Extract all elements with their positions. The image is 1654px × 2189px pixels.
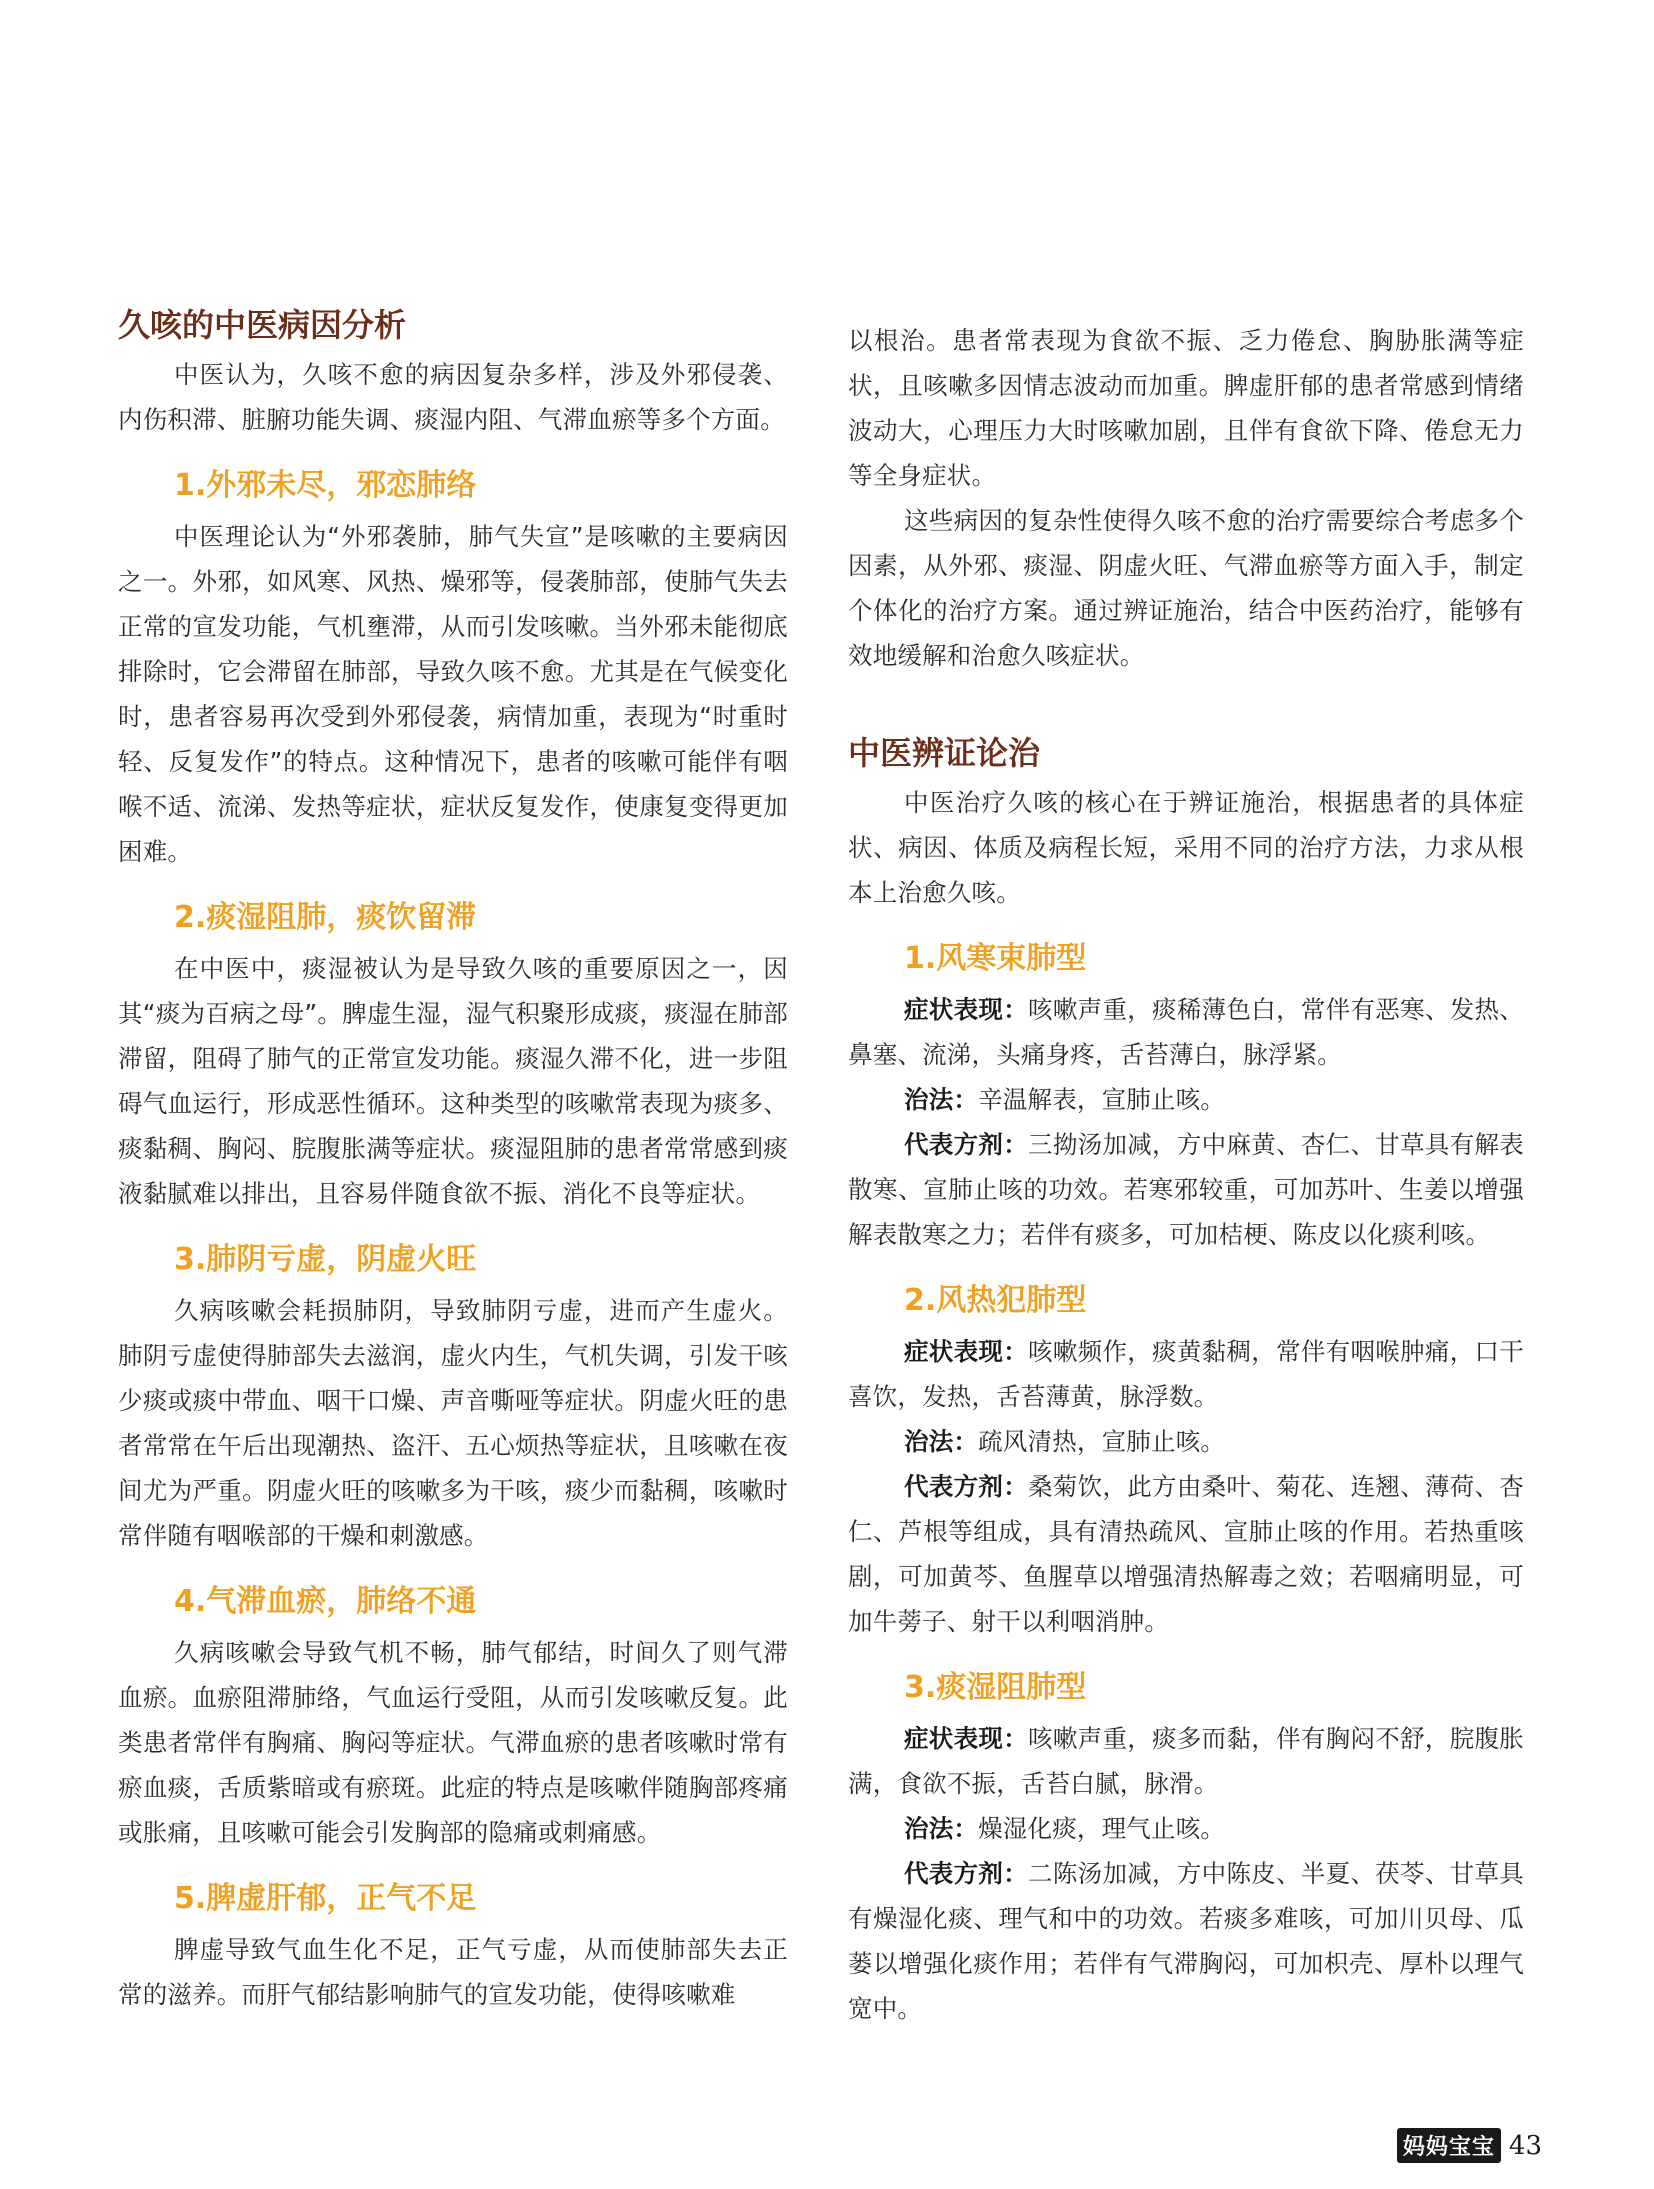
cause-section xyxy=(118,1877,788,2017)
symptom-label: 症状表现： xyxy=(904,995,1029,1024)
method-line xyxy=(848,1077,1524,1122)
cause-heading: 4.气滞血瘀，肺络不通 xyxy=(174,1584,477,1619)
spacer xyxy=(848,678,1524,728)
cause-section xyxy=(118,1580,788,1855)
treatment-type xyxy=(848,1666,1524,2031)
cause-heading: 1.外邪未尽，邪恋肺络 xyxy=(174,468,477,503)
summary-paragraph: 这些病因的复杂性使得久咳不愈的治疗需要综合考虑多个因素，从外邪、痰湿、阴虚火旺、气滞血瘀等方面入手，制定个体化的治疗方案。通过辨证施治，结合中医药治疗，能够有效地缓解和治愈久咳症状。 xyxy=(848,506,1524,670)
symptom-line xyxy=(848,987,1524,1077)
right-column xyxy=(848,318,1524,2031)
formula-line xyxy=(848,1851,1524,2031)
treatment-intro: 中医治疗久咳的核心在于辨证施治，根据患者的具体症状、病因、体质及病程长短，采用不同的治疗方法，力求从根本上治愈久咳。 xyxy=(848,788,1524,907)
method-text: 燥湿化痰，理气止咳。 xyxy=(978,1814,1226,1843)
symptom-text: 咳嗽声重，痰多而黏，伴有胸闷不舒，脘腹胀满，食欲不振，舌苔白腻，脉滑。 xyxy=(848,1724,1525,1798)
cause-text: 脾虚导致气血生化不足，正气亏虚，从而使肺部失去正常的滋养。而肝气郁结影响肺气的宣发功能，使得咳嗽难 xyxy=(118,1935,788,2009)
cause-heading: 5.脾虚肝郁，正气不足 xyxy=(174,1881,477,1916)
symptom-text: 咳嗽声重，痰稀薄色白，常伴有恶寒、发热、鼻塞、流涕，头痛身疼，舌苔薄白，脉浮紧。 xyxy=(848,995,1525,1069)
section-title-causes: 久咳的中医病因分析 xyxy=(118,306,407,344)
formula-label: 代表方剂： xyxy=(904,1472,1029,1501)
cause-section xyxy=(118,464,788,874)
method-line xyxy=(848,1419,1524,1464)
cause-text: 中医理论认为“外邪袭肺，肺气失宣”是咳嗽的主要病因之一。外邪，如风寒、风热、燥邪等，侵袭肺部，使肺气失去正常的宣发功能，气机壅滞，从而引发咳嗽。当外邪未能彻底排除时，它会滞留在肺部，导致久咳不愈。尤其是在气候变化时，患者容易再次受到外邪侵袭，病情加重，表现为“时重时轻、反复发作”的特点。这种情况下，患者的咳嗽可能伴有咽喉不适、流涕、发热等症状，症状反复发作，使康复变得更加困难。 xyxy=(118,522,788,866)
symptom-label: 症状表现： xyxy=(904,1337,1029,1366)
page-footer xyxy=(1397,2128,1542,2163)
type-heading: 2.风热犯肺型 xyxy=(904,1283,1087,1318)
treatment-type xyxy=(848,937,1524,1257)
symptom-text: 咳嗽频作，痰黄黏稠，常伴有咽喉肿痛，口干喜饮，发热，舌苔薄黄，脉浮数。 xyxy=(848,1337,1525,1411)
cause-heading: 3.肺阴亏虚，阴虚火旺 xyxy=(174,1242,477,1277)
left-column xyxy=(118,300,788,2017)
symptom-line xyxy=(848,1329,1524,1419)
formula-line xyxy=(848,1122,1524,1257)
continued-paragraph: 以根治。患者常表现为食欲不振、乏力倦怠、胸胁胀满等症状，且咳嗽多因情志波动而加重。脾虚肝郁的患者常感到情绪波动大，心理压力大时咳嗽加剧，且伴有食欲下降、倦怠无力等全身症状。 xyxy=(848,326,1524,490)
method-text: 辛温解表，宣肺止咳。 xyxy=(978,1085,1226,1114)
section-title-treatment: 中医辨证论治 xyxy=(848,734,1041,772)
method-text: 疏风清热，宣肺止咳。 xyxy=(978,1427,1226,1456)
formula-text: 桑菊饮，此方由桑叶、菊花、连翘、薄荷、杏仁、芦根等组成，具有清热疏风、宣肺止咳的作用。若热重咳剧，可加黄芩、鱼腥草以增强清热解毒之效；若咽痛明显，可加牛蒡子、射干以利咽消肿。 xyxy=(848,1472,1525,1636)
cause-text: 久病咳嗽会耗损肺阴，导致肺阴亏虚，进而产生虚火。肺阴亏虚使得肺部失去滋润，虚火内生，气机失调，引发干咳少痰或痰中带血、咽干口燥、声音嘶哑等症状。阴虚火旺的患者常常在午后出现潮热、盗汗、五心烦热等症状，且咳嗽在夜间尤为严重。阴虚火旺的咳嗽多为干咳，痰少而黏稠，咳嗽时常伴随有咽喉部的干燥和刺激感。 xyxy=(118,1296,788,1550)
symptom-label: 症状表现： xyxy=(904,1724,1029,1753)
cause-section xyxy=(118,896,788,1216)
formula-label: 代表方剂： xyxy=(904,1130,1029,1159)
page-number: 43 xyxy=(1508,2130,1542,2161)
cause-heading: 2.痰湿阻肺，痰饮留滞 xyxy=(174,900,477,935)
formula-label: 代表方剂： xyxy=(904,1859,1029,1888)
formula-text: 三拗汤加减，方中麻黄、杏仁、甘草具有解表散寒、宣肺止咳的功效。若寒邪较重，可加苏叶、生姜以增强解表散寒之力；若伴有痰多，可加桔梗、陈皮以化痰利咳。 xyxy=(848,1130,1525,1249)
method-line xyxy=(848,1806,1524,1851)
method-label: 治法： xyxy=(904,1814,979,1843)
formula-text: 二陈汤加减，方中陈皮、半夏、茯苓、甘草具有燥湿化痰、理气和中的功效。若痰多难咳，可加川贝母、瓜蒌以增强化痰作用；若伴有气滞胸闷，可加枳壳、厚朴以理气宽中。 xyxy=(848,1859,1525,2023)
method-label: 治法： xyxy=(904,1427,979,1456)
type-heading: 3.痰湿阻肺型 xyxy=(904,1670,1087,1705)
formula-line xyxy=(848,1464,1524,1644)
cause-text: 久病咳嗽会导致气机不畅，肺气郁结，时间久了则气滞血瘀。血瘀阻滞肺络，气血运行受阻，从而引发咳嗽反复。此类患者常伴有胸痛、胸闷等症状。气滞血瘀的患者咳嗽时常有瘀血痰，舌质紫暗或有瘀斑。此症的特点是咳嗽伴随胸部疼痛或胀痛，且咳嗽可能会引发胸部的隐痛或刺痛感。 xyxy=(118,1638,788,1847)
intro-paragraph: 中医认为，久咳不愈的病因复杂多样，涉及外邪侵袭、内伤积滞、脏腑功能失调、痰湿内阻、气滞血瘀等多个方面。 xyxy=(118,360,788,434)
type-heading: 1.风寒束肺型 xyxy=(904,941,1087,976)
treatment-type xyxy=(848,1279,1524,1644)
cause-text: 在中医中，痰湿被认为是导致久咳的重要原因之一，因其“痰为百病之母”。脾虚生湿，湿气积聚形成痰，痰湿在肺部滞留，阻碍了肺气的正常宣发功能。痰湿久滞不化，进一步阻碍气血运行，形成恶性循环。这种类型的咳嗽常表现为痰多、痰黏稠、胸闷、脘腹胀满等症状。痰湿阻肺的患者常常感到痰液黏腻难以排出，且容易伴随食欲不振、消化不良等症状。 xyxy=(118,954,788,1208)
method-label: 治法： xyxy=(904,1085,979,1114)
magazine-logo: 妈妈宝宝 xyxy=(1397,2128,1501,2163)
cause-section xyxy=(118,1238,788,1558)
symptom-line xyxy=(848,1716,1524,1806)
